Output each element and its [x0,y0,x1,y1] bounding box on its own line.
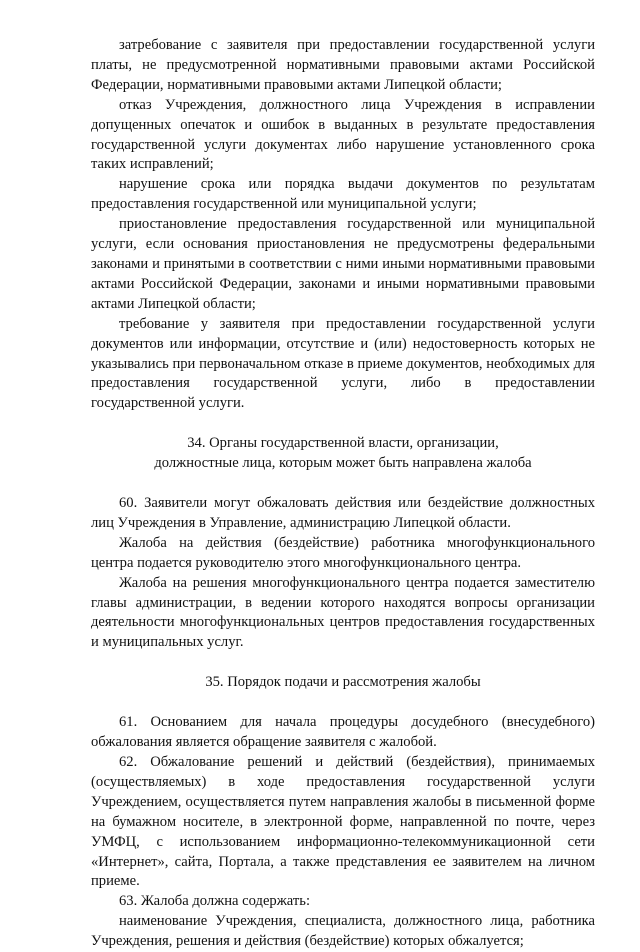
paragraph: наименование Учреждения, специалиста, должностного лица, работника Учреждения, решения и действия (бездействие) которых обжалуется; [91,913,595,950]
paragraph: отказ Учреждения, должностного лица Учреждения в исправлении допущенных опечаток и ошибок в выданных в результате предоставления государственной услуги документах либо нарушение установленного срока таких исправлений; [91,96,595,173]
paragraph: 62. Обжалование решений и действий (бездействия), принимаемых (осуществляемых) в ходе предоставления государственной услуги Учреждением, осуществляется путем направления жалобы в письменной форме на бумажном носителе, в электронной форме, направленной по почте, через УМФЦ, с использованием информационно-телекоммуникационной сети «Интернет», сайта, Портала, а также представления ее заявителем на личном приеме. [91,754,595,890]
section-heading-35: 35. Порядок подачи и рассмотрения жалобы [205,674,481,691]
paragraph: 63. Жалоба должна содержать: [119,893,310,910]
document-page [91,36,595,952]
paragraph: Жалоба на действия (бездействие) работника многофункционального центра подается руководителю этого многофункционального центра. [91,534,595,571]
heading-line: 34. Органы государственной власти, организации, [187,435,499,452]
paragraph: затребование с заявителя при предоставлении государственной услуги платы, не предусмотренной нормативными правовыми актами Российской Федерации, нормативными правовыми актами Липецкой области; [91,37,595,93]
heading-line: должностные лица, которым может быть направлена жалоба [154,455,532,472]
paragraph: приостановление предоставления государственной или муниципальной услуги, если основания приостановления не предусмотрены федеральными законами и принятыми в соответствии с ними иными нормативными правовыми актами Российской Федерации, законами и иными нормативными правовыми актами Липецкой области; [91,216,595,312]
paragraph: 60. Заявители могут обжаловать действия или бездействие должностных лиц Учреждения в Управление, администрацию Липецкой области. [91,495,595,531]
section-heading-34 [91,434,595,474]
paragraph: требование у заявителя при предоставлении государственной услуги документов или информации, отсутствие и (или) недостоверность которых не указывались при первоначальном отказе в приеме документов, необходимых для предоставления государственной услуги, либо в предоставлении государственной услуги. [91,315,595,412]
paragraph: нарушение срока или порядка выдачи документов по результатам предоставления государственной или муниципальной услуги; [91,176,595,213]
paragraph: 61. Основанием для начала процедуры досудебного (внесудебного) обжалования является обращение заявителя с жалобой. [91,714,595,751]
paragraph: Жалоба на решения многофункционального центра подается заместителю главы администрации, в ведении которого находятся вопросы организации деятельности многофункциональных центров предоставления государственных и муниципальных услуг. [91,574,595,651]
